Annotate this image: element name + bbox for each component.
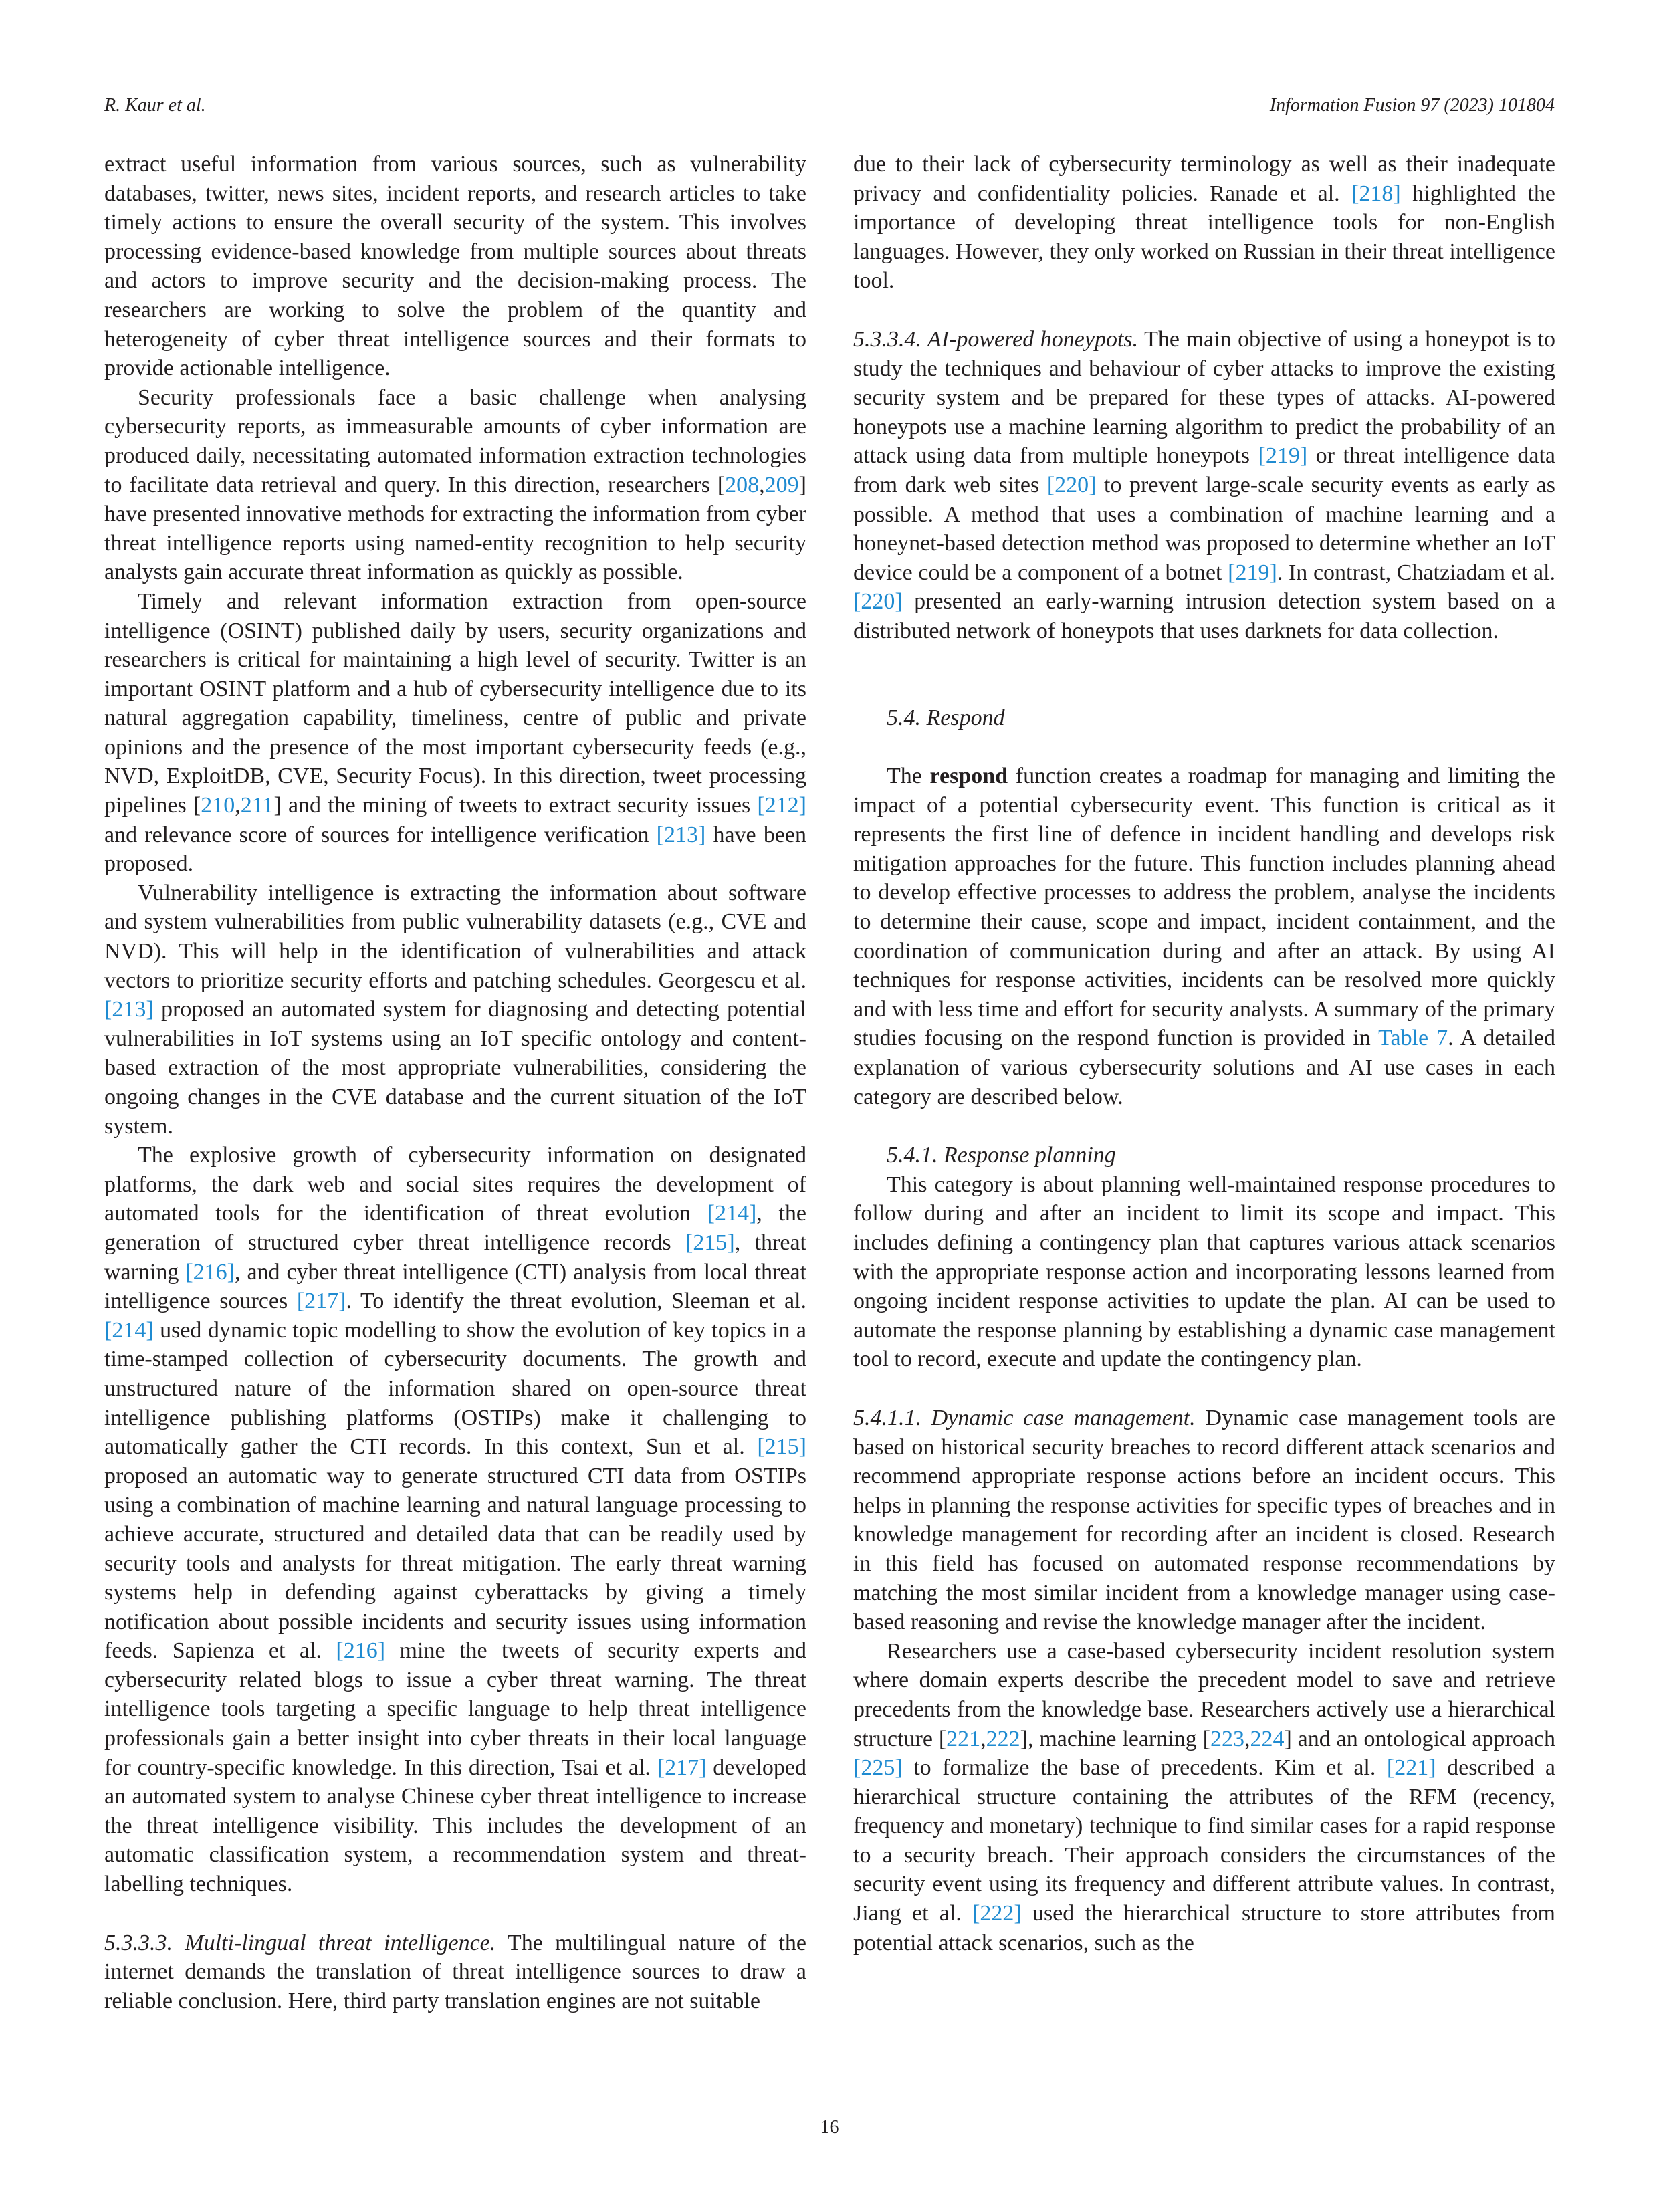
page-number: 16	[820, 2117, 839, 2138]
text-run: ,	[759, 472, 765, 497]
text-run: Vulnerability intelligence is extracting the information about software and system vulnerabilities from public vulnerability datasets (e.g., CVE and NVD). This will help in the identification of vulnerabilities and attack vectors to prioritize security efforts and patching schedules. Georgescu et al.	[104, 880, 806, 993]
citation-link[interactable]: [217]	[657, 1755, 707, 1780]
paragraph-vulnerability-intelligence	[104, 879, 806, 1141]
text-run: Dynamic case management tools are based on historical security breaches to record different attack scenarios and recommend appropriate response actions before an incident occurs. This helps in planning the response activities for specific types of breaches and in knowledge management for recording after an incident is closed. Research in this field has focused on automated response recommendations by matching the most similar incident from a knowledge manager using case-based reasoning and revise the knowledge manager after the incident.	[853, 1405, 1555, 1635]
text-run: , the generation of structured cyber threat intelligence records	[104, 1201, 806, 1255]
text-run: presented an early-warning intrusion detection system based on a distributed network of honeypots that uses darknets for data collection.	[853, 589, 1555, 643]
spacer	[853, 296, 1555, 325]
text-run: used the hierarchical structure to store attributes from potential attack scenarios, such as the	[853, 1901, 1556, 1955]
paragraph-response-planning: This category is about planning well-maintained response procedures to follow during and after an incident to limit its scope and impact. This includes defining a contingency plan that captures various attack scenarios with the appropriate response action and incorporating lessons learned from ongoing incident response activities to update the plan. AI can be used to automate the response planning by establishing a dynamic case management tool to record, execute and update the contingency plan.	[853, 1172, 1555, 1372]
text-run: , threat warning	[104, 1230, 806, 1285]
citation-link[interactable]: [221]	[1386, 1755, 1436, 1781]
citation-link[interactable]: [219]	[1258, 443, 1308, 469]
citation-link[interactable]: 223	[1210, 1726, 1244, 1751]
citation-link[interactable]: 224	[1250, 1726, 1285, 1751]
section-heading: 5.4.1.1. Dynamic case management.	[853, 1405, 1196, 1430]
text-run: . In contrast, Chatziadam et al.	[1277, 560, 1555, 585]
text-run: or threat intelligence data from dark web sites	[853, 443, 1555, 497]
citation-link[interactable]: [225]	[853, 1755, 903, 1781]
text-run: Security professionals face a basic challenge when analysing cybersecurity reports, as immeasurable amounts of cyber information are produced daily, necessitating automated information extraction technologies to facilitate data retrieval and query. In this direction, researchers [	[104, 384, 806, 497]
text-run: . To identify the threat evolution, Sleeman et al.	[346, 1289, 807, 1314]
citation-link[interactable]: [219]	[1228, 560, 1277, 585]
paragraph-threat-evolution	[104, 1141, 806, 1898]
text-run: to prevent large-scale security events as early as possible. A method that uses a combination of machine learning and a honeynet-based detection method was proposed to determine whether an IoT device could be a component of a botnet	[853, 472, 1555, 585]
text-run: to formalize the base of precedents. Kim et al.	[902, 1755, 1387, 1781]
citation-link[interactable]: [215]	[757, 1434, 806, 1460]
citation-link[interactable]: 210	[201, 793, 235, 818]
running-head-journal: Information Fusion 97 (2023) 101804	[1269, 95, 1555, 116]
text-run: ] and the mining of tweets to extract security issues	[273, 793, 758, 818]
citation-link[interactable]: [213]	[104, 997, 154, 1022]
citation-link[interactable]: [217]	[296, 1289, 346, 1314]
citation-link[interactable]: 211	[240, 793, 274, 818]
text-run: The explosive growth of cybersecurity information on designated platforms, the dark web and social sites requires the development of automated tools for the identification of threat evolution	[104, 1143, 806, 1226]
table-link[interactable]: Table 7	[1378, 1026, 1448, 1051]
section-heading: 5.3.3.3. Multi-lingual threat intelligence.	[104, 1930, 496, 1955]
citation-link[interactable]: [216]	[185, 1259, 235, 1285]
citation-link[interactable]: 209	[764, 472, 799, 497]
text-run: The main objective of using a honeypot is to study the techniques and behaviour of cyber attacks to improve the existing security system and be prepared for these types of attacks. AI-powered honeypots use a machine learning algorithm to predict the probability of an attack using data from multiple honeypots	[853, 326, 1555, 469]
text-run: Researchers use a case-based cybersecurity incident resolution system where domain experts describe the precedent model to save and retrieve precedents from the knowledge base. Researchers actively use a hierarchical structure [	[853, 1638, 1555, 1751]
paragraph-respond	[853, 762, 1555, 1111]
text-run: described a hierarchical structure containing the attributes of the RFM (recency, frequency and monetary) technique to find similar cases for a rapid response to a security breach. Their approach considers the circumstances of the security event using its frequency and different attribute values. In contrast, Jiang et al.	[853, 1755, 1556, 1926]
text-run: used dynamic topic modelling to show the evolution of key topics in a time-stamped collection of cybersecurity documents. The growth and unstructured nature of the information shared on open-source threat intelligence publishing platforms (OSTIPs) make it challenging to automatically gather the CTI records. In this context, Sun et al.	[104, 1317, 806, 1460]
spacer	[104, 1899, 806, 1928]
text-run: and relevance score of sources for intelligence verification	[104, 822, 657, 847]
section-5-3-3-3	[104, 1928, 806, 2016]
left-column	[104, 150, 806, 2015]
text-run: proposed an automatic way to generate structured CTI data from OSTIPs using a combination of machine learning and natural language processing to achieve accurate, structured and detailed data that can be readily used by security tools and analysts for threat mitigation. The early threat warning systems help in defending against cyberattacks by giving a timely notification about possible incidents and security issues using information feeds. Sapienza et al.	[104, 1463, 806, 1664]
text-run: ] have presented innovative methods for extracting the information from cyber threat intelligence reports using named-entity recognition to help security analysts gain accurate threat information as quickly as possible.	[104, 472, 806, 585]
text-run: ] and an ontological approach	[1284, 1726, 1555, 1751]
text-run: due to their lack of cybersecurity terminology as well as their inadequate privacy and confidentiality policies. Ranade et al.	[853, 152, 1555, 206]
paragraph-intro-continued: extract useful information from various sources, such as vulnerability databases, twitter, news sites, incident reports, and research articles to take timely actions to ensure the overall security of the system. This involves processing evidence-based knowledge from multiple sources about threats and actors to improve security and the decision-making process. The researchers are working to solve the problem of the quantity and heterogeneity of cyber threat intelligence sources and their formats to provide actionable intelligence.	[104, 152, 806, 381]
spacer	[853, 1374, 1555, 1404]
text-run: mine the tweets of security experts and cybersecurity related blogs to issue a cyber threat warning. The threat intelligence tools targeting a specific language to help threat intelligence professionals gain a better insight into cyber threats in their local language for country-specific knowledge. In this direction, Tsai et al.	[104, 1638, 806, 1780]
citation-link[interactable]: [216]	[336, 1638, 386, 1664]
citation-link[interactable]: [218]	[1351, 181, 1401, 206]
text-run: ,	[235, 793, 241, 818]
text-run: Timely and relevant information extraction from open-source intelligence (OSINT) published daily by users, security organizations and researchers is critical for maintaining a high level of security. Twitter is an important OSINT platform and a hub of cybersecurity intelligence due to its natural aggregation capability, timeliness, centre of public and private opinions and the presence of the most important cybersecurity feeds (e.g., NVD, ExploitDB, CVE, Security Focus). In this direction, tweet processing pipelines [	[104, 588, 806, 818]
text-run: proposed an automated system for diagnosing and detecting potential vulnerabilities in IoT systems using an IoT specific ontology and content-based extraction of the most appropriate vulnerabilities, considering the ongoing changes in the CVE database and the current situation of the IoT system.	[104, 997, 806, 1139]
citation-link[interactable]: [214]	[707, 1201, 757, 1226]
text-run: have been proposed.	[104, 822, 806, 877]
citation-link[interactable]: [220]	[853, 589, 903, 615]
section-5-3-3-4	[853, 325, 1555, 646]
section-heading: 5.3.3.4. AI-powered honeypots.	[853, 326, 1139, 352]
section-5-4-1-heading: 5.4.1. Response planning	[887, 1143, 1116, 1168]
citation-link[interactable]: [220]	[1046, 472, 1097, 497]
text-run: ,	[980, 1726, 986, 1751]
text-run: function creates a roadmap for managing and limiting the impact of a potential cybersecurity event. This function is critical as it represents the first line of defence in incident handling and develops risk mitigation approaches for the future. This function includes planning ahead to develop effective processes to address the problem, analyse the incidents to determine their cause, scope and impact, incident containment, and the coordination of communication during and after an attack. By using AI techniques for response activities, incidents can be resolved more quickly and with less time and effort for security analysts. A summary of the primary studies focusing on the respond function is provided in	[853, 764, 1555, 1051]
text-run: ], machine learning [	[1020, 1726, 1210, 1751]
paragraph-cti-reports	[104, 383, 806, 587]
text-run: highlighted the importance of developing threat intelligence tools for non-English languages. However, they only worked on Russian in their threat intelligence tool.	[853, 181, 1555, 294]
citation-link[interactable]: 208	[725, 472, 760, 497]
spacer	[853, 732, 1555, 762]
text-run: , and cyber threat intelligence (CTI) analysis from local threat intelligence sources	[104, 1259, 806, 1314]
citation-link[interactable]: [222]	[972, 1901, 1022, 1926]
paragraph-osint	[104, 587, 806, 879]
citation-link[interactable]: 222	[986, 1726, 1020, 1751]
text-run: ,	[1244, 1726, 1250, 1751]
citation-link[interactable]: [215]	[685, 1230, 735, 1255]
text-run: The multilingual nature of the internet demands the translation of threat intelligence sources to draw a reliable conclusion. Here, third party translation engines are not suitable	[104, 1930, 806, 2013]
citation-link[interactable]: [213]	[656, 822, 706, 847]
paragraph-translation-continued	[853, 150, 1555, 296]
spacer	[853, 646, 1555, 703]
text-run: developed an automated system to analyse Chinese cyber threat intelligence to increase the threat intelligence visibility. This includes the development of an automatic classification system, a recommendation system and threat-labelling techniques.	[104, 1755, 807, 1897]
text-run: The	[887, 764, 930, 789]
section-5-4-1-1	[853, 1404, 1555, 1637]
spacer	[853, 1111, 1555, 1141]
citation-link[interactable]: [212]	[757, 793, 806, 818]
citation-link[interactable]: 221	[946, 1726, 981, 1751]
bold-term: respond	[929, 764, 1008, 789]
section-5-4-heading: 5.4. Respond	[887, 705, 1005, 730]
paragraph-case-based	[853, 1637, 1555, 1958]
text-run: . A detailed explanation of various cybersecurity solutions and AI use cases in each category are described below.	[853, 1026, 1555, 1109]
citation-link[interactable]: [214]	[104, 1317, 154, 1343]
right-column	[853, 150, 1555, 1957]
running-head-authors: R. Kaur et al.	[104, 95, 206, 116]
